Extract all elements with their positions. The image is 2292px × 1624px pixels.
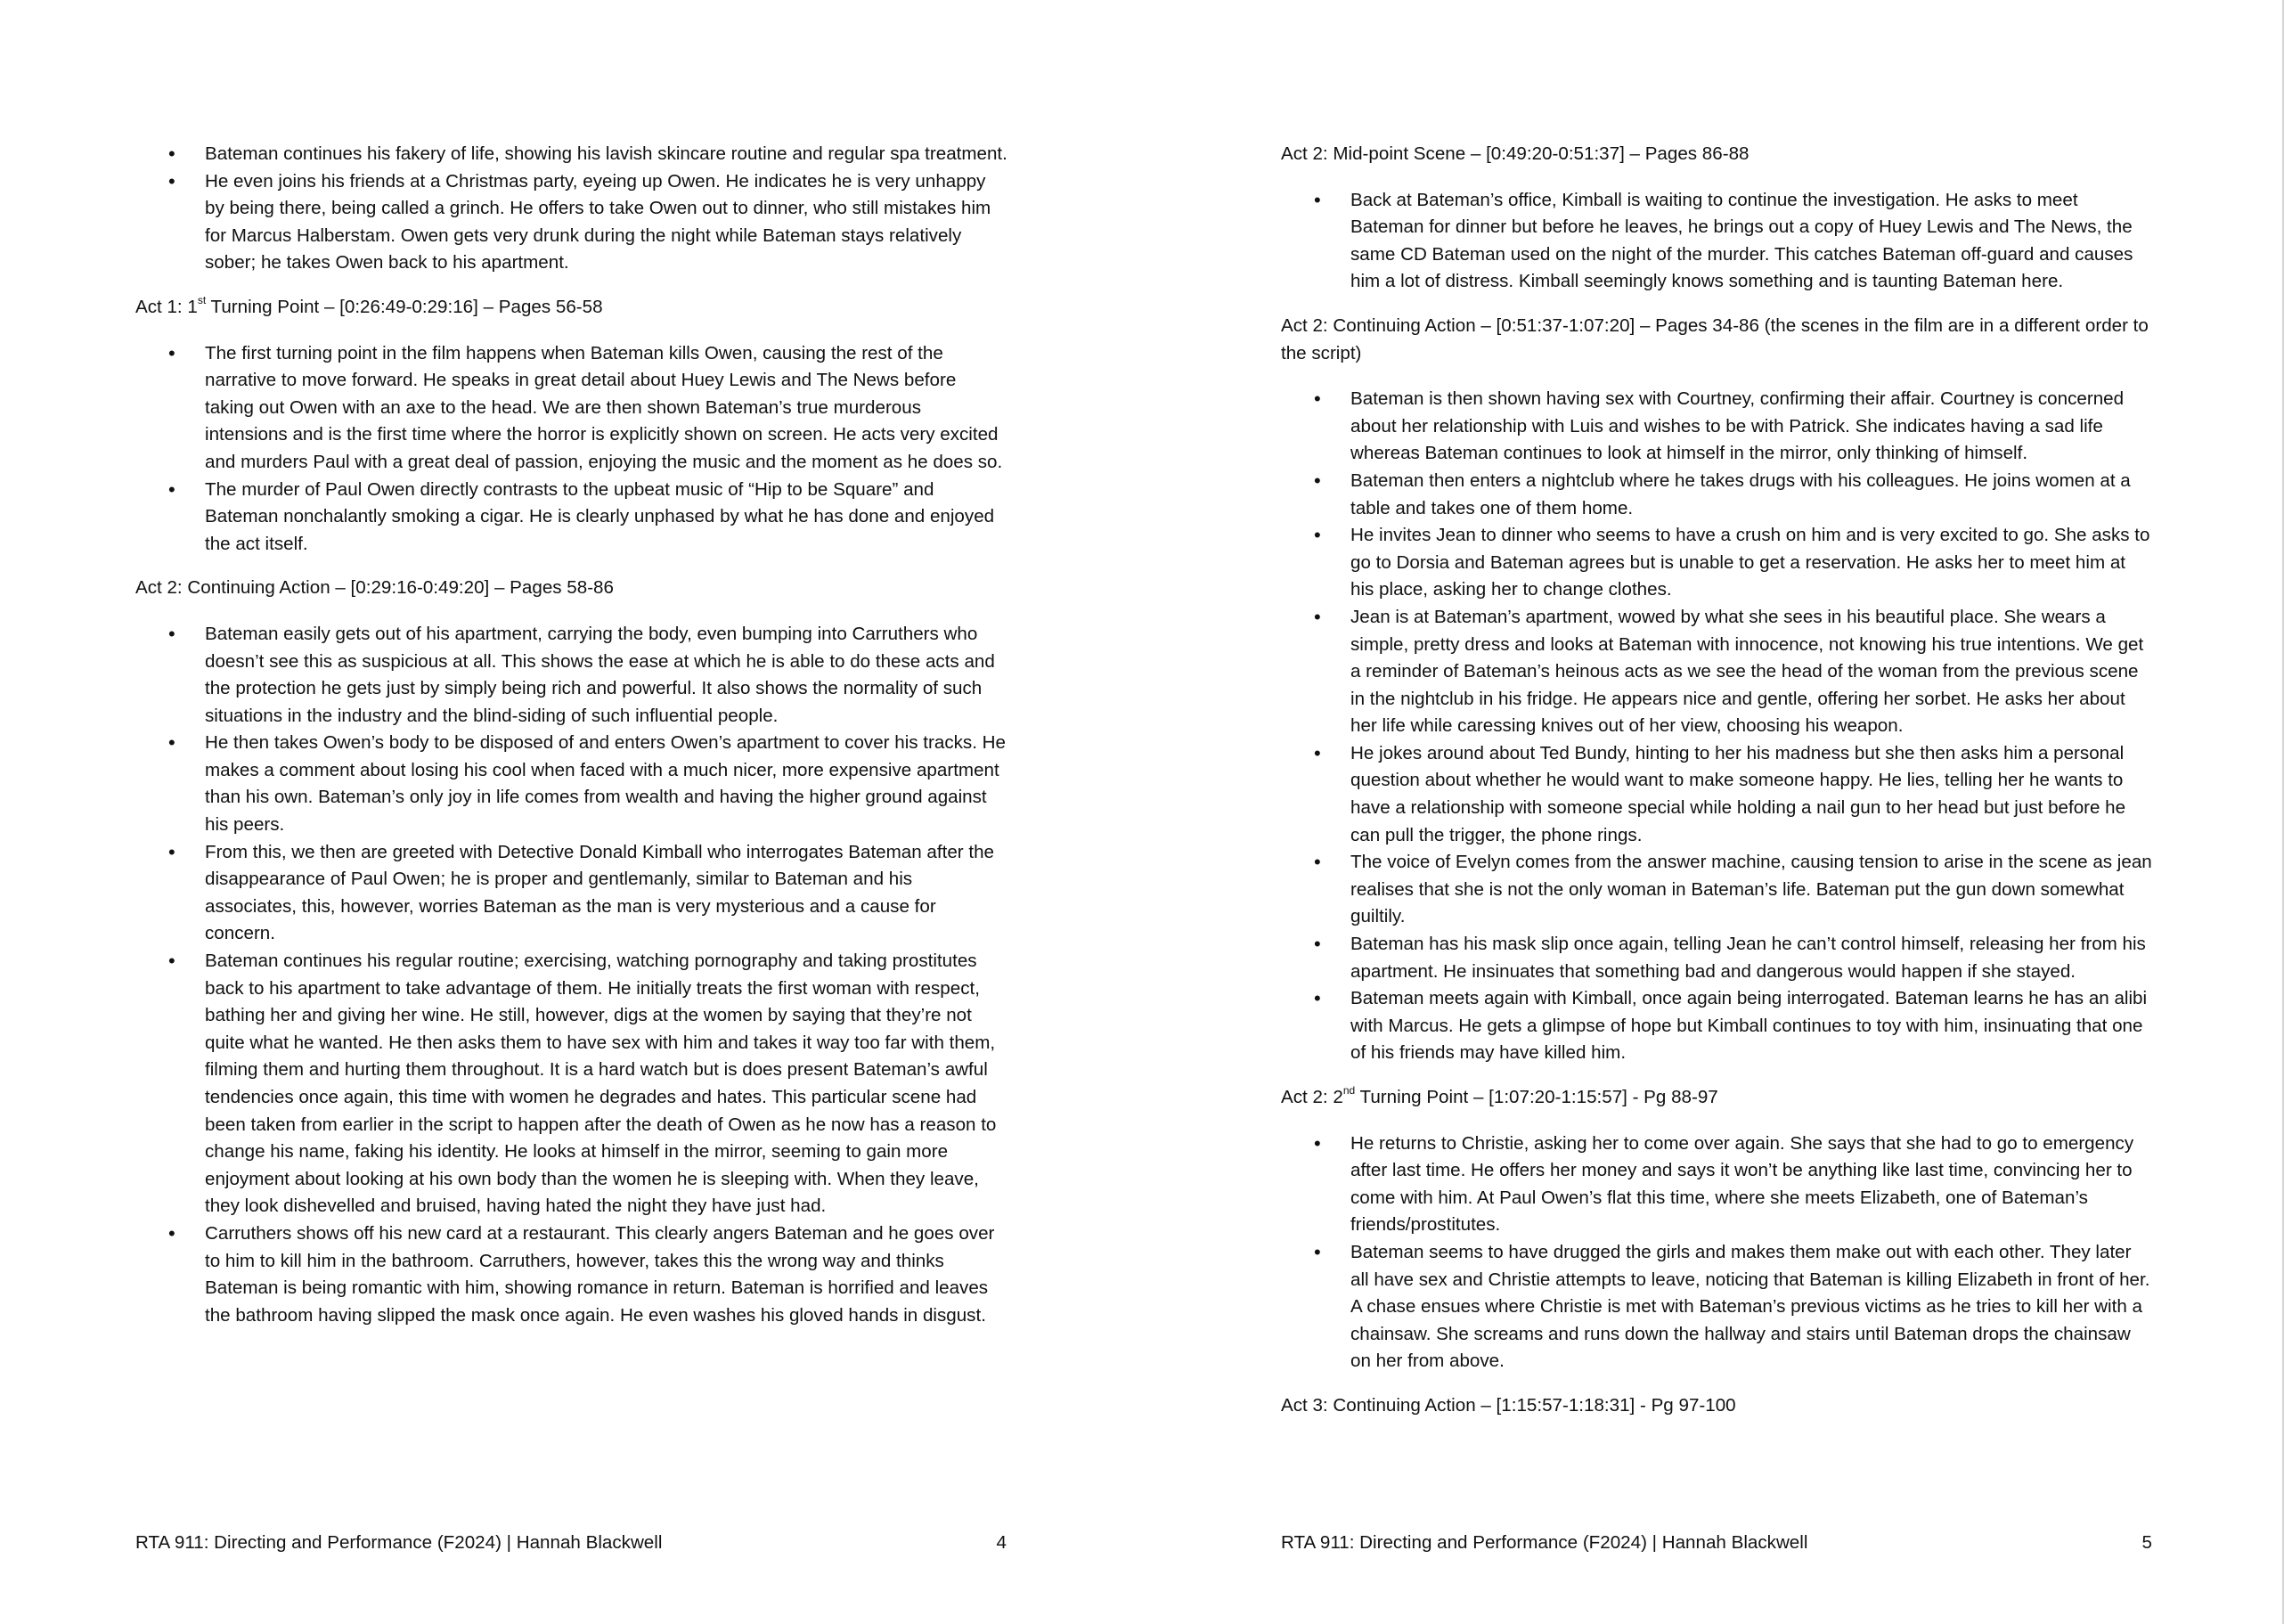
list-item: • Bateman easily gets out of his apartment, carrying the body, even bumping into Carruthers who doesn’t see this as suspicious at all. This shows the ease at which he is able to do these acts and the protection he gets just by simply being rich and powerful. It also shows the normality of such situations in the industry and the blind-siding of such influential people. (135, 621, 1008, 730)
bullet-list (135, 141, 1008, 277)
list-item: • The voice of Evelyn comes from the answer machine, causing tension to arise in the scene as jean realises that she is not the only woman in Bateman’s life. Bateman put the gun down somewhat guiltily. (1281, 849, 2154, 931)
list-item: • The first turning point in the film happens when Bateman kills Owen, causing the rest of the narrative to move forward. He speaks in great detail about Huey Lewis and The News before taking out Owen with an axe to the head. We are then shown Bateman’s true murderous intensions and is the first time where the horror is explicitly shown on screen. He acts very excited and murders Paul with a great deal of passion, enjoying the music and the moment as he does so. (135, 340, 1008, 477)
list-item: • He even joins his friends at a Christmas party, eyeing up Owen. He indicates he is very unhappy by being there, being called a grinch. He offers to take Owen out to dinner, who still mistakes him for Marcus Halberstam. Owen gets very drunk during the night while Bateman stays relatively sober; he takes Owen back to his apartment. (135, 168, 1008, 277)
page-number: 4 (996, 1532, 1007, 1553)
bullet-list (1281, 386, 2154, 1067)
list-item: • Bateman continues his regular routine; exercising, watching pornography and taking prostitutes back to his apartment to take advantage of them. He initially treats the first woman with respect, bathing her and giving her wine. He still, however, digs at the women by saying that they’re not quite what he wanted. He then asks them to have sex with him and takes it way too far with them, filming them and hurting them throughout. It is a hard watch but is does present Bateman’s awful tendencies once again, this time with women he degrades and hates. This particular scene had been taken from earlier in the script to happen after the death of Owen as he now has a reason to change his name, faking his identity. He looks at himself in the mirror, seeming to gain more enjoyment about looking at his own body than the women he is sleeping with. When they leave, they look dishevelled and bruised, having hated the night they have just had. (135, 948, 1008, 1220)
section-heading: Act 1: 1st Turning Point – [0:26:49-0:29:16] – Pages 56-58 (135, 294, 603, 317)
list-item: • Bateman seems to have drugged the girls and makes them make out with each other. They later all have sex and Christie attempts to leave, noticing that Bateman is killing Elizabeth in front of her. A chase ensues where Christie is met with Bateman’s previous victims as he tries to kill her with a chainsaw. She screams and runs down the hallway and stairs until Bateman drops the chainsaw on her from above. (1281, 1239, 2154, 1375)
section-heading: Act 2: 2nd Turning Point – [1:07:20-1:15:57] - Pg 88-97 (1281, 1084, 1718, 1107)
section-heading: Act 2: Mid-point Scene – [0:49:20-0:51:37] – Pages 86-88 (1281, 143, 1750, 164)
list-item: • Carruthers shows off his new card at a restaurant. This clearly angers Bateman and he goes over to him to kill him in the bathroom. Carruthers, however, takes this the wrong way and thinks Bateman is being romantic with him, showing romance in return. Bateman is horrified and leaves the bathroom having slipped the mask once again. He even washes his gloved hands in disgust. (135, 1220, 1008, 1329)
list-item: • He jokes around about Ted Bundy, hinting to her his madness but she then asks him a personal question about whether he would want to make someone happy. He lies, telling her he wants to have a relationship with someone special while holding a nail gun to her head but just before he can pull the trigger, the phone rings. (1281, 740, 2154, 849)
list-item: • From this, we then are greeted with Detective Donald Kimball who interrogates Bateman after the disappearance of Paul Owen; he is proper and gentlemanly, similar to Bateman and his associates, this, however, worries Bateman as the man is very mysterious and a cause for concern. (135, 839, 1008, 948)
list-item: • Jean is at Bateman’s apartment, wowed by what she sees in his beautiful place. She wears a simple, pretty dress and looks at Bateman with innocence, not knowing his true intentions. We get a reminder of Bateman’s heinous acts as we see the head of the woman from the previous scene in the nightclub in his fridge. He appears nice and gentle, offering her sorbet. He asks her about her life while caressing knives out of her view, choosing his weapon. (1281, 604, 2154, 740)
list-item: • The murder of Paul Owen directly contrasts to the upbeat music of “Hip to be Square” and Bateman nonchalantly smoking a cigar. He is clearly unphased by what he has done and enjoyed the act itself. (135, 477, 1008, 559)
list-item: • Bateman continues his fakery of life, showing his lavish skincare routine and regular spa treatment. (135, 141, 1008, 168)
section-heading: Act 2: Continuing Action – [0:51:37-1:07:20] – Pages 34-86 (the scenes in the film are in a different order to the script) (1281, 314, 2149, 363)
list-item: • Bateman is then shown having sex with Courtney, confirming their affair. Courtney is concerned about her relationship with Luis and wishes to be with Patrick. She indicates having a sad life whereas Bateman continues to look at himself in the mirror, only thinking of himself. (1281, 386, 2154, 468)
page-5 (1146, 0, 2292, 1624)
list-item: • Bateman then enters a nightclub where he takes drugs with his colleagues. He joins women at a table and takes one of them home. (1281, 468, 2154, 522)
bullet-list (1281, 187, 2154, 296)
list-item: • He returns to Christie, asking her to come over again. She says that she had to go to emergency after last time. He offers her money and says it won’t be anything like last time, convincing her to come with him. At Paul Owen’s flat this time, where she meets Elizabeth, one of Bateman’s friends/prostitutes. (1281, 1130, 2154, 1239)
page-4-body (135, 141, 1008, 1329)
list-item: • Bateman meets again with Kimball, once again being interrogated. Bateman learns he has an alibi with Marcus. He gets a glimpse of hope but Kimball continues to toy with him, insinuating that one of his friends may have killed him. (1281, 985, 2154, 1067)
bullet-list (135, 340, 1008, 559)
footer-text: RTA 911: Directing and Performance (F2024) | Hannah Blackwell (135, 1532, 663, 1553)
footer-text: RTA 911: Directing and Performance (F2024) | Hannah Blackwell (1281, 1532, 1808, 1553)
list-item: • Back at Bateman’s office, Kimball is waiting to continue the investigation. He asks to meet Bateman for dinner but before he leaves, he brings out a copy of Huey Lewis and The News, the same CD Bateman used on the night of the murder. This catches Bateman off-guard and causes him a lot of distress. Kimball seemingly knows something and is taunting Bateman here. (1281, 187, 2154, 296)
list-item: • Bateman has his mask slip once again, telling Jean he can’t control himself, releasing her from his apartment. He insinuates that something bad and dangerous would happen if she stayed. (1281, 931, 2154, 985)
page-edge-divider (2282, 0, 2284, 1624)
bullet-list (1281, 1130, 2154, 1375)
page-number: 5 (2141, 1532, 2152, 1553)
section-heading: Act 2: Continuing Action – [0:29:16-0:49:20] – Pages 58-86 (135, 577, 614, 599)
bullet-list (135, 621, 1008, 1329)
section-heading: Act 3: Continuing Action – [1:15:57-1:18:31] - Pg 97-100 (1281, 1394, 1736, 1416)
list-item: • He invites Jean to dinner who seems to have a crush on him and is very excited to go. She asks to go to Dorsia and Bateman agrees but is unable to get a reservation. He asks her to meet him at his place, asking her to change clothes. (1281, 522, 2154, 604)
list-item: • He then takes Owen’s body to be disposed of and enters Owen’s apartment to cover his tracks. He makes a comment about losing his cool when faced with a much nicer, more expensive apartment than his own. Bateman’s only joy in life comes from wealth and having the higher ground against his peers. (135, 730, 1008, 838)
page-5-body (1281, 141, 2154, 1439)
